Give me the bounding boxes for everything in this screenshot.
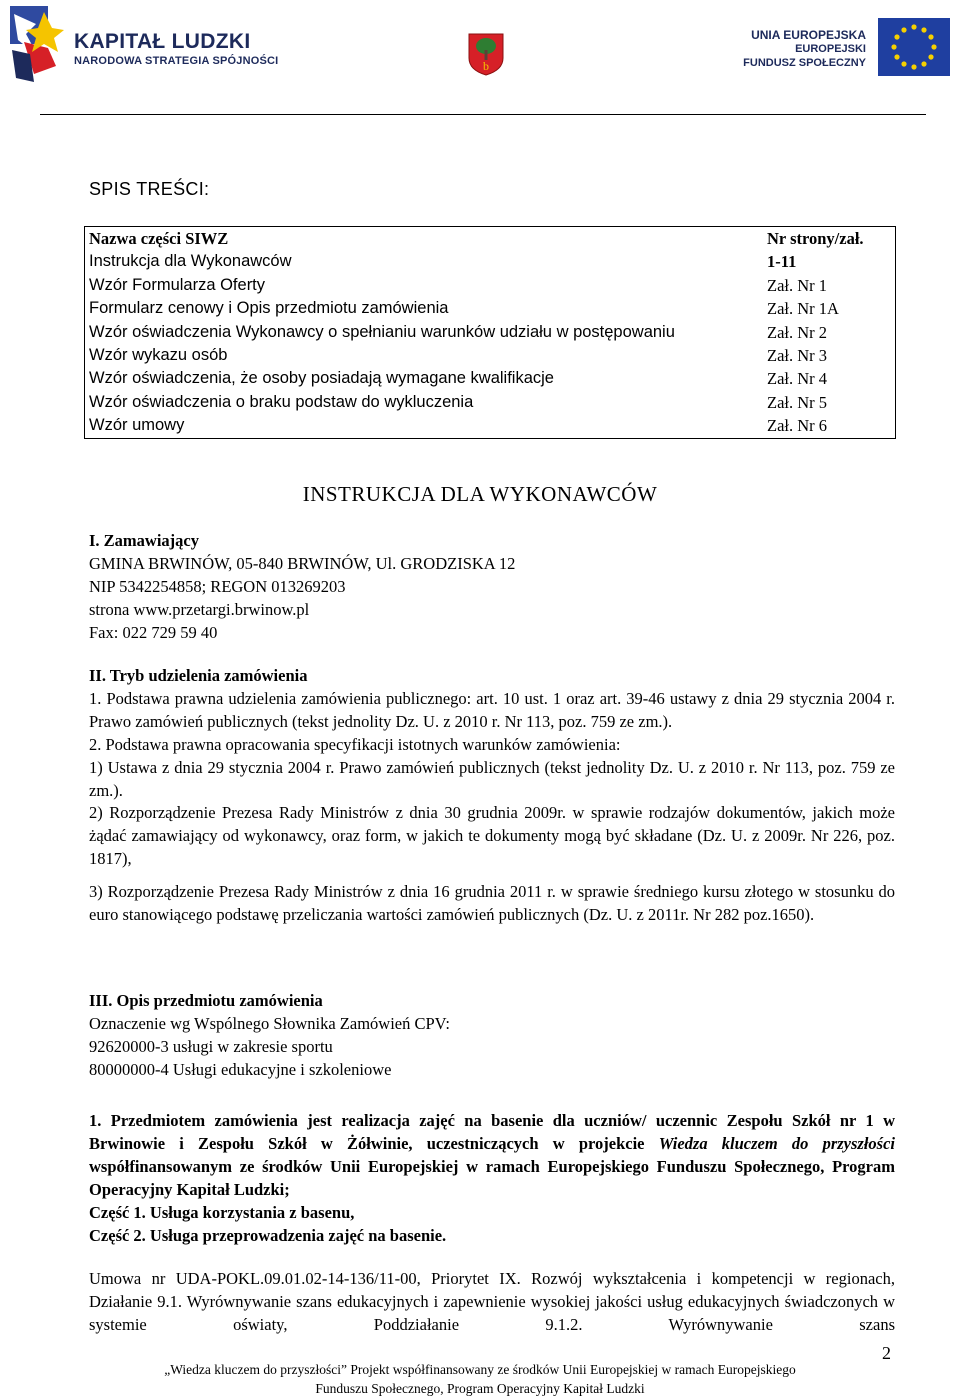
section-opis	[89, 990, 895, 1082]
section-przedmiot	[89, 1110, 895, 1247]
section-heading: I. Zamawiający	[89, 531, 199, 550]
toc-row	[85, 414, 896, 438]
toc-header-row	[85, 227, 896, 251]
toc-row-name: Wzór oświadczenia, że osoby posiadają wymagane kwalifikacje	[89, 369, 554, 388]
brwinow-crest-icon	[467, 32, 505, 76]
toc-table	[84, 226, 896, 439]
eu-line2: EUROPEJSKI	[795, 43, 866, 55]
kapital-ludzki-title: KAPITAŁ LUDZKI	[74, 30, 251, 53]
toc-row-page: Zał. Nr 6	[767, 416, 828, 436]
eu-line1: UNIA EUROPEJSKA	[751, 28, 866, 42]
cpv-code: 92620000-3 usługi w zakresie sportu	[89, 1036, 333, 1056]
toc-row	[85, 250, 896, 273]
toc-row-page: Zał. Nr 1	[767, 275, 828, 295]
website-line: strona www.przetargi.brwinow.pl	[89, 599, 310, 619]
eu-text-block	[743, 28, 866, 70]
contract-paragraph: Umowa nr UDA-POKL.09.01.02-14-136/11-00, Priorytet IX. Rozwój wykształcenia i kompetencji w regionach, Działanie 9.1. Wyrównywanie szans edukacyjnych i zapewnienie wysokiej jakości usług edukacyjnych świadczonych w systemie oświaty, Poddziałanie 9.1.2. Wyrównywanie szans	[89, 1269, 895, 1334]
page-header	[0, 0, 960, 120]
eu-flag-icon	[878, 18, 950, 76]
section-heading: III. Opis przedmiotu zamówienia	[89, 991, 323, 1010]
crest-letter: b	[483, 59, 489, 73]
page-number: 2	[882, 1343, 891, 1363]
toc-row-page: Zał. Nr 4	[767, 369, 828, 389]
footer-line: Funduszu Społecznego, Program Operacyjny Kapitał Ludzki	[315, 1381, 645, 1396]
toc-row-page: Zał. Nr 1A	[767, 299, 839, 319]
paragraph: 3) Rozporządzenie Prezesa Rady Ministrów z dnia 16 grudnia 2011 r. w sprawie średniego kursu złotego w stosunku do euro stanowiącego podstawę przeliczania wartości zamówień publicznych (Dz. U. z 2011r. Nr 282 poz.1650).	[89, 882, 895, 925]
toc-row-page: Zał. Nr 3	[767, 346, 828, 366]
fax-line: Fax: 022 729 59 40	[89, 622, 218, 642]
toc-row-name: Wzór Formularza Oferty	[89, 275, 266, 294]
toc-row	[85, 391, 896, 414]
nip-line: NIP 5342254858; REGON 013269203	[89, 576, 346, 596]
part-1: Część 1. Usługa korzystania z basenu,	[89, 1202, 355, 1222]
toc-row	[85, 297, 896, 320]
section-heading: II. Tryb udzielenia zamówienia	[89, 666, 308, 685]
paragraph: 2. Podstawa prawna opracowania specyfikacji istotnych warunków zamówienia:	[89, 734, 621, 754]
header-divider	[40, 114, 926, 115]
toc-header-name: Nazwa części SIWZ	[89, 229, 229, 248]
toc-row-name: Wzór oświadczenia Wykonawcy o spełnianiu warunków udziału w postępowaniu	[89, 322, 675, 341]
toc-row-name: Wzór oświadczenia o braku podstaw do wykluczenia	[89, 392, 474, 411]
subject-text: 1. Przedmiotem zamówienia jest realizacja zajęć na basenie dla uczniów/ uczennic Zespołu Szkół nr 1 w Brwinowie i Zespołu Szkół w Żółwinie, uczestniczących w projekcie	[89, 1111, 895, 1153]
toc-row	[85, 274, 896, 297]
part-2: Część 2. Usługa przeprowadzenia zajęć na basenie.	[89, 1225, 447, 1245]
eu-line3: FUNDUSZ SPOŁECZNY	[743, 57, 866, 69]
kapital-ludzki-logo-icon	[4, 4, 66, 86]
page-footer	[0, 1360, 960, 1398]
toc-row-page: 1-11	[767, 252, 797, 272]
paragraph: 1) Ustawa z dnia 29 stycznia 2004 r. Prawo zamówień publicznych (tekst jednolity Dz. U. z 2010 r. Nr 113, poz. 759 ze zm.).	[89, 757, 895, 800]
main-title: INSTRUKCJA DLA WYKONAWCÓW	[302, 482, 658, 506]
toc-row-name: Instrukcja dla Wykonawców	[89, 252, 292, 271]
subject-text-end: współfinansowanym ze środków Unii Europejskiej w ramach Europejskiego Funduszu Społecznego, Program Operacyjny Kapitał Ludzki;	[89, 1156, 895, 1199]
toc-row-page: Zał. Nr 2	[767, 322, 828, 342]
section-umowa	[89, 1268, 895, 1337]
toc-row	[85, 344, 896, 367]
toc-header-page: Nr strony/zał.	[767, 229, 864, 248]
cpv-intro: Oznaczenie wg Wspólnego Słownika Zamówień CPV:	[89, 1013, 450, 1033]
section-tryb	[89, 665, 895, 927]
project-name: Wiedza kluczem do przyszłości	[658, 1133, 895, 1153]
toc-row-name: Wzór umowy	[89, 416, 185, 435]
kapital-ludzki-subtitle: NARODOWA STRATEGIA SPÓJNOŚCI	[74, 55, 279, 67]
toc-row	[85, 367, 896, 390]
paragraph: 2) Rozporządzenie Prezesa Rady Ministrów z dnia 30 grudnia 2009r. w sprawie rodzajów dokumentów, jakich może żądać zamawiający od wykonawcy, oraz form, w jakich te dokumenty mogą być składane (Dz. U. z 2009r. Nr 226, poz. 1817),	[89, 803, 895, 869]
subject-paragraph	[89, 1110, 895, 1202]
toc-row-name: Wzór wykazu osób	[89, 346, 228, 365]
paragraph: 1. Podstawa prawna udzielenia zamówienia publicznego: art. 10 ust. 1 oraz art. 39-46 ustawy z dnia 29 stycznia 2004 r. Prawo zamówień publicznych (tekst jednolity Dz. U. z 2010 r. Nr 113, poz. 759 ze zm.).	[89, 688, 895, 731]
address-line: GMINA BRWINÓW, 05-840 BRWINÓW, Ul. GRODZISKA 12	[89, 553, 516, 573]
cpv-code: 80000000-4 Usługi edukacyjne i szkoleniowe	[89, 1059, 392, 1079]
toc-row-name: Formularz cenowy i Opis przedmiotu zamówienia	[89, 299, 449, 318]
toc-title: SPIS TREŚCI:	[89, 179, 210, 199]
section-zamawiajacy	[89, 530, 895, 645]
footer-line: „Wiedza kluczem do przyszłości” Projekt współfinansowany ze środków Unii Europejskiej w ramach Europejskiego	[164, 1362, 796, 1377]
toc-row	[85, 321, 896, 344]
toc-row-page: Zał. Nr 5	[767, 392, 828, 412]
